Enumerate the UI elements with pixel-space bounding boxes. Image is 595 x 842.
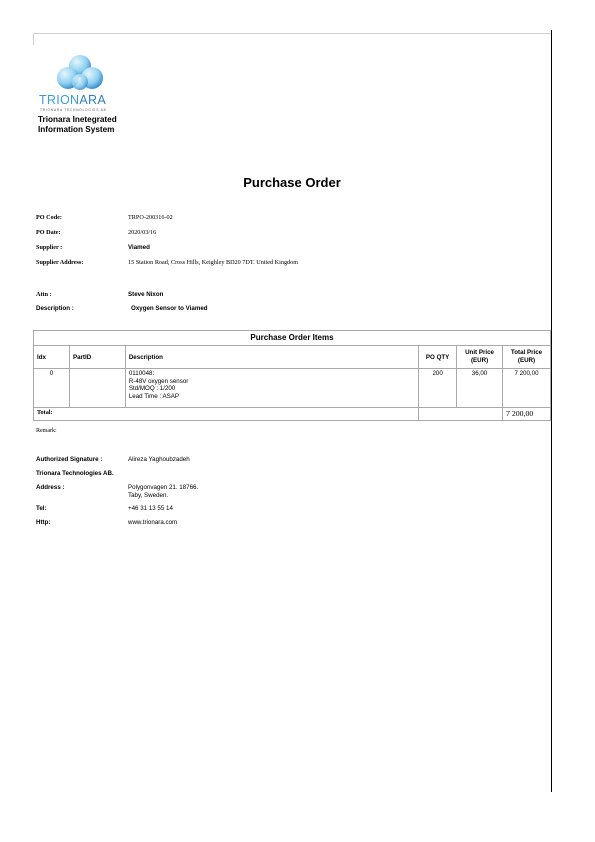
page-title: Purchase Order — [243, 175, 341, 190]
logo-word-part2: ARA — [79, 93, 106, 107]
col-unit-price-line2: (EUR) — [470, 357, 489, 364]
auth-signature-label: Authorized Signature : — [36, 456, 103, 463]
page-right-border — [551, 30, 552, 792]
col-unit-price — [457, 346, 503, 369]
po-items-caption: Purchase Order Items — [33, 330, 551, 345]
col-total-price-line2: (EUR) — [517, 357, 536, 364]
row-description-line: R-48V oxygen sensor — [128, 377, 189, 385]
row-description-line: Lead Time : ASAP — [128, 392, 180, 400]
description-label: Description : — [36, 305, 74, 312]
total-row — [34, 408, 551, 421]
address-label: Address : — [36, 484, 65, 491]
attn-value: Steve Nixon — [128, 291, 164, 298]
system-name-line2: Information System — [38, 125, 115, 134]
col-part-id: PartID — [69, 346, 125, 369]
address-value — [128, 484, 198, 500]
supplier-value: Viamed — [128, 244, 150, 251]
description-value: Oxygen Sensor to Viamed — [131, 305, 208, 312]
tel-value: +46 31 13 55 14 — [128, 505, 173, 512]
website-link[interactable]: www.trionara.com — [128, 519, 178, 526]
col-total-price — [503, 346, 551, 369]
supplier-label: Supplier : — [36, 244, 63, 251]
auth-signature-value: Alireza Yaghoubzadeh — [128, 456, 190, 463]
supplier-address-value: 15 Station Road, Cross Hills, Keighley BD20 7DT. United Kingdom — [128, 259, 299, 266]
page-top-border — [33, 33, 551, 34]
total-spacer — [419, 408, 503, 421]
po-code-label: PO Code: — [36, 214, 62, 221]
col-idx: Idx — [34, 346, 70, 369]
logo-word-part1: TRION — [39, 93, 80, 107]
logo-wordmark — [39, 93, 106, 107]
po-date-value: 2020/03/16 — [128, 229, 157, 236]
col-po-qty: PO QTY — [419, 346, 457, 369]
company-name: Trionara Technologies AB. — [36, 470, 114, 477]
system-name-line1: Trionara Inetegrated — [38, 115, 117, 124]
supplier-address-label: Supplier Address: — [36, 259, 84, 266]
page-corner-mark — [33, 33, 34, 45]
po-items-table — [33, 330, 551, 421]
col-unit-price-line1: Unit Price — [465, 349, 494, 357]
po-date-label: PO Date: — [36, 229, 61, 236]
row-po-qty: 200 — [419, 369, 457, 408]
attn-label: Attn : — [36, 291, 52, 298]
total-label: Total: — [34, 408, 419, 421]
row-description-line: 0110048: — [128, 370, 155, 377]
po-code-value: TRPO-200316-02 — [128, 214, 173, 221]
tel-label: Tel: — [36, 505, 47, 512]
row-idx: 0 — [34, 369, 70, 408]
row-part-id — [69, 369, 125, 408]
row-description — [125, 369, 418, 408]
logo-tagline: TRIONARA TECHNOLOGIES AB — [40, 108, 107, 112]
table-header-row — [34, 346, 551, 369]
row-total-price: 7 200,00 — [503, 369, 551, 408]
http-label: Http: — [36, 519, 51, 526]
total-value: 7 200,00 — [503, 408, 551, 421]
remark-label: Remark: — [36, 428, 57, 434]
row-description-line: Std/MOQ : 1/200 — [128, 385, 176, 393]
address-line1: Polygonvagen 21. 18766. — [128, 484, 199, 491]
system-name — [38, 115, 148, 135]
table-row — [34, 369, 551, 408]
col-description: Description — [125, 346, 418, 369]
row-unit-price: 36,00 — [457, 369, 503, 408]
col-total-price-line1: Total Price — [510, 349, 543, 357]
address-line2: Taby, Sweden. — [128, 492, 169, 499]
